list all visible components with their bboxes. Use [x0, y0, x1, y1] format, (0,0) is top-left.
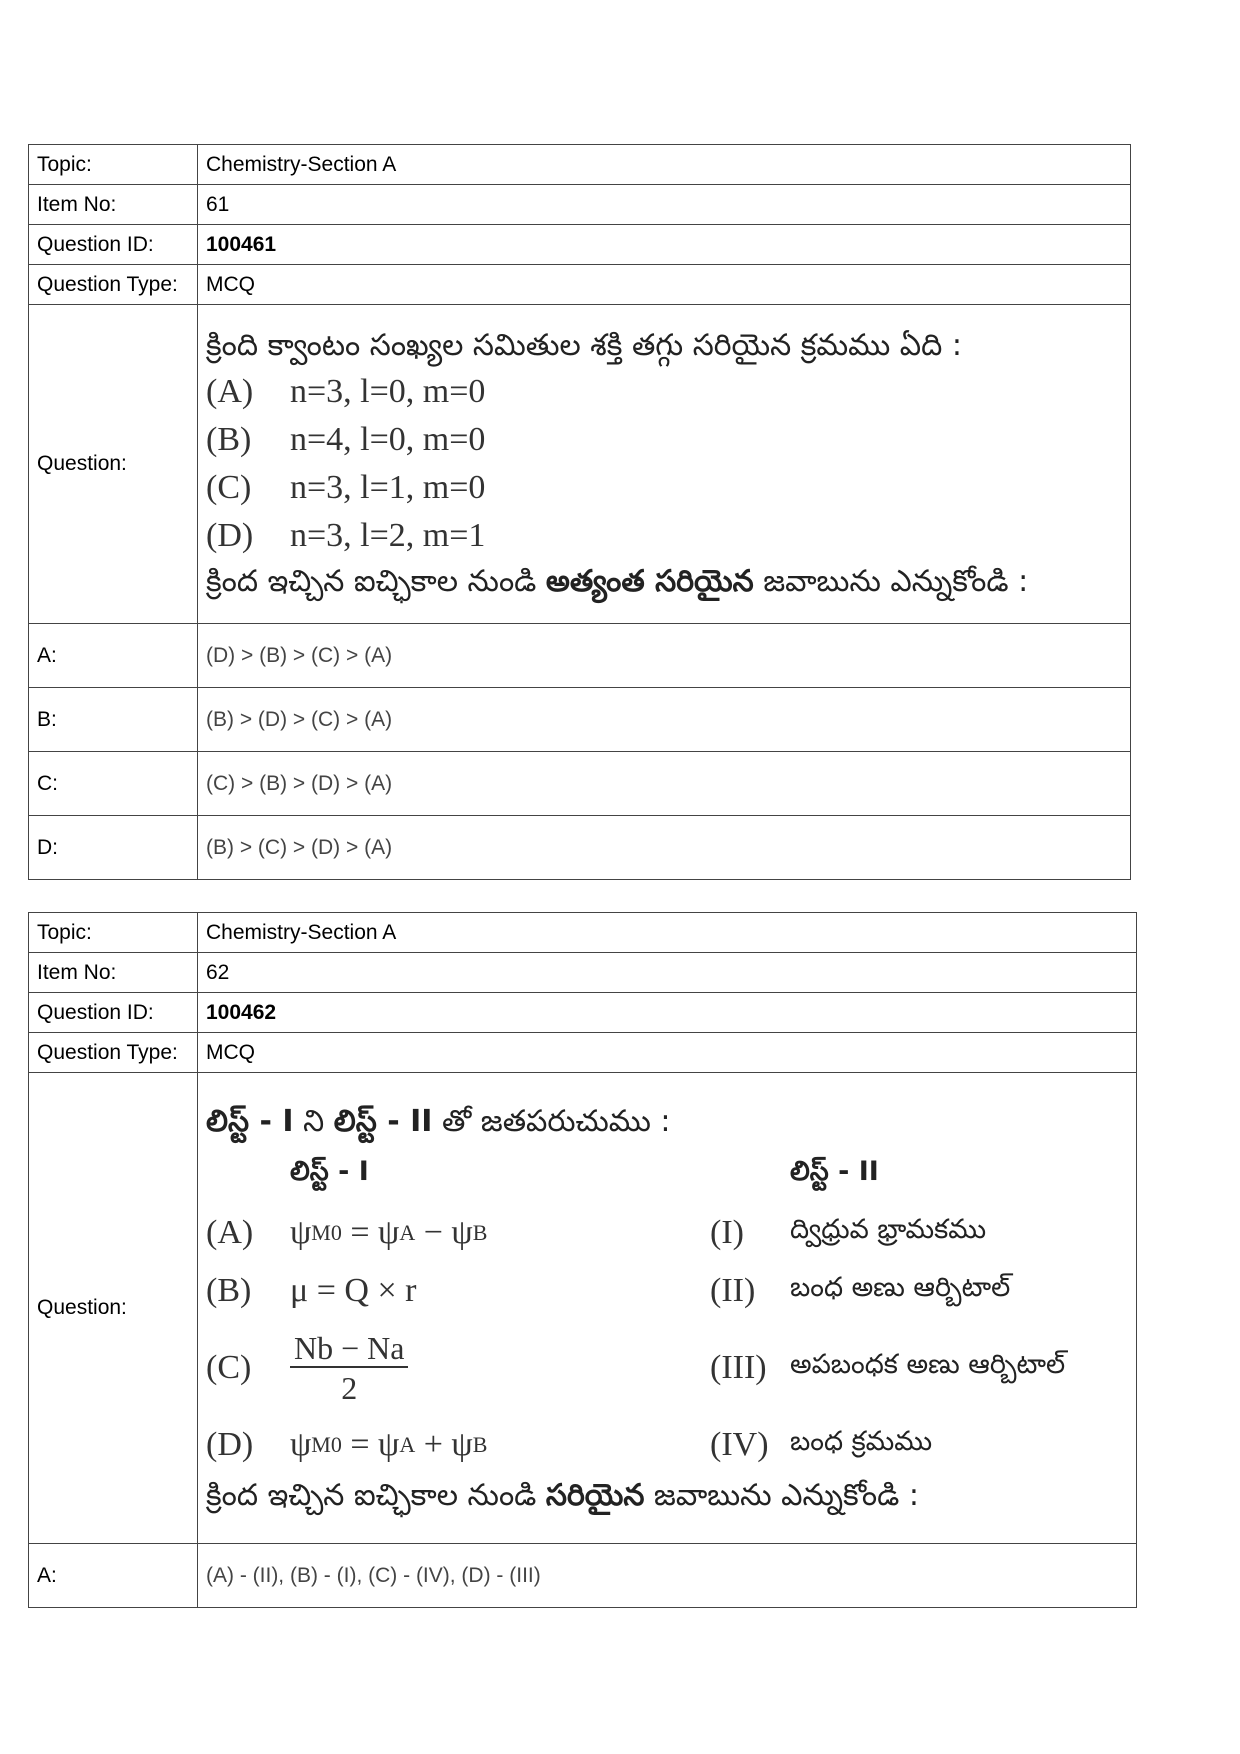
question-intro: క్రింది క్వాంటం సంఖ్యల సమితుల శక్తి తగ్గు సరియైన క్రమము ఏది :	[206, 328, 962, 363]
quantum-set-c	[206, 464, 1122, 512]
row-iii-tag: (III)	[710, 1349, 767, 1386]
question-id-value: 100462	[198, 993, 1137, 1033]
instruction-pre: క్రింద ఇచ్చిన ఐచ్ఛికాల నుండి	[206, 1478, 546, 1513]
topic-row	[29, 913, 1137, 953]
set-tag: (C)	[206, 469, 252, 506]
item-no-value: 62	[198, 953, 1137, 993]
quantum-set-b	[206, 416, 1122, 464]
question-type-label: Question Type:	[29, 1033, 198, 1073]
question-row	[29, 1073, 1137, 1544]
option-row-c	[29, 752, 1131, 816]
question-type-value: MCQ	[198, 1033, 1137, 1073]
instruction-post: జవాబును ఎన్నుకోండి :	[753, 564, 1029, 599]
instruction-pre: క్రింద ఇచ్చిన ఐచ్ఛికాల నుండి	[206, 564, 546, 599]
item-no-row	[29, 185, 1131, 225]
question-instruction	[206, 1474, 1128, 1518]
item-no-row	[29, 953, 1137, 993]
question-label: Question:	[29, 1073, 198, 1544]
question-body	[198, 305, 1131, 624]
option-label-a: A:	[29, 624, 198, 688]
intro-list2: లిస్ట్ - II	[333, 1104, 433, 1139]
instruction-bold: అత్యంత సరియైన	[545, 564, 754, 599]
row-iv-tag: (IV)	[710, 1426, 769, 1463]
formula-d: ψ M0 = ψ A + ψ B	[290, 1426, 488, 1463]
fraction-denominator: 2	[341, 1370, 358, 1406]
quantum-set-a	[206, 368, 1122, 416]
option-row-d	[29, 816, 1131, 880]
set-text: n=4, l=0, m=0	[290, 421, 486, 458]
instruction-post: జవాబును ఎన్నుకోండి :	[644, 1478, 919, 1513]
row-i-tag: (I)	[710, 1214, 744, 1251]
row-i-text: ద్విధ్రువ భ్రామకము	[790, 1214, 987, 1245]
question-type-label: Question Type:	[29, 265, 198, 305]
question-body	[198, 1073, 1137, 1544]
topic-row	[29, 145, 1131, 185]
list2-header: లిస్ట్ - II	[790, 1156, 879, 1187]
question-table-62	[28, 912, 1137, 1608]
set-tag: (B)	[206, 421, 252, 458]
option-label-a: A:	[29, 1544, 198, 1608]
option-value-c: (C) > (B) > (D) > (A)	[198, 752, 1131, 816]
question-id-label: Question ID:	[29, 993, 198, 1033]
topic-label: Topic:	[29, 913, 198, 953]
question-intro	[206, 1098, 1128, 1146]
option-row-a	[29, 1544, 1137, 1608]
option-label-b: B:	[29, 688, 198, 752]
row-iv-text: బంధ క్రమము	[790, 1426, 933, 1457]
formula-b: μ = Q × r	[290, 1272, 417, 1309]
row-iii-text: అపబంధక అణు ఆర్బిటాల్	[790, 1349, 1066, 1380]
item-no-label: Item No:	[29, 185, 198, 225]
item-no-label: Item No:	[29, 953, 198, 993]
question-id-row	[29, 225, 1131, 265]
question-table-61	[28, 144, 1131, 880]
question-id-label: Question ID:	[29, 225, 198, 265]
row-d-tag: (D)	[206, 1426, 254, 1463]
row-b-tag: (B)	[206, 1272, 252, 1309]
item-no-value: 61	[198, 185, 1131, 225]
instruction-bold: సరియైన	[545, 1478, 645, 1513]
topic-value: Chemistry-Section A	[198, 913, 1137, 953]
row-ii-text: బంధ అణు ఆర్బిటాల్	[790, 1272, 1011, 1303]
set-text: n=3, l=0, m=0	[290, 373, 486, 410]
fraction-numerator: Nb − Na	[290, 1330, 408, 1368]
formula-c	[290, 1320, 710, 1416]
option-label-c: C:	[29, 752, 198, 816]
set-tag: (A)	[206, 373, 254, 410]
option-value-b: (B) > (D) > (C) > (A)	[198, 688, 1131, 752]
topic-value: Chemistry-Section A	[198, 145, 1131, 185]
option-row-b	[29, 688, 1131, 752]
question-id-value: 100461	[198, 225, 1131, 265]
option-row-a	[29, 624, 1131, 688]
option-value-a: (D) > (B) > (C) > (A)	[198, 624, 1131, 688]
question-type-row	[29, 1033, 1137, 1073]
formula-a: ψ M0 = ψ A − ψ B	[290, 1214, 488, 1251]
question-row	[29, 305, 1131, 624]
row-ii-tag: (II)	[710, 1272, 756, 1309]
row-a-tag: (A)	[206, 1214, 254, 1251]
set-tag: (D)	[206, 517, 254, 554]
question-type-value: MCQ	[198, 265, 1131, 305]
option-value-d: (B) > (C) > (D) > (A)	[198, 816, 1131, 880]
match-list	[206, 1146, 1128, 1474]
intro-end: తో జతపరుచుము :	[432, 1104, 671, 1139]
intro-list1: లిస్ట్ - I	[206, 1104, 294, 1139]
list1-header: లిస్ట్ - I	[290, 1156, 369, 1187]
question-label: Question:	[29, 305, 198, 624]
option-value-a: (A) - (II), (B) - (I), (C) - (IV), (D) - (III)	[198, 1544, 1137, 1608]
quantum-set-d	[206, 512, 1122, 560]
row-c-tag: (C)	[206, 1349, 252, 1386]
set-text: n=3, l=2, m=1	[290, 517, 486, 554]
intro-mid: ని	[293, 1104, 334, 1139]
set-text: n=3, l=1, m=0	[290, 469, 486, 506]
option-label-d: D:	[29, 816, 198, 880]
question-instruction	[206, 560, 1122, 604]
question-type-row	[29, 265, 1131, 305]
question-id-row	[29, 993, 1137, 1033]
fraction	[290, 1330, 408, 1406]
topic-label: Topic:	[29, 145, 198, 185]
